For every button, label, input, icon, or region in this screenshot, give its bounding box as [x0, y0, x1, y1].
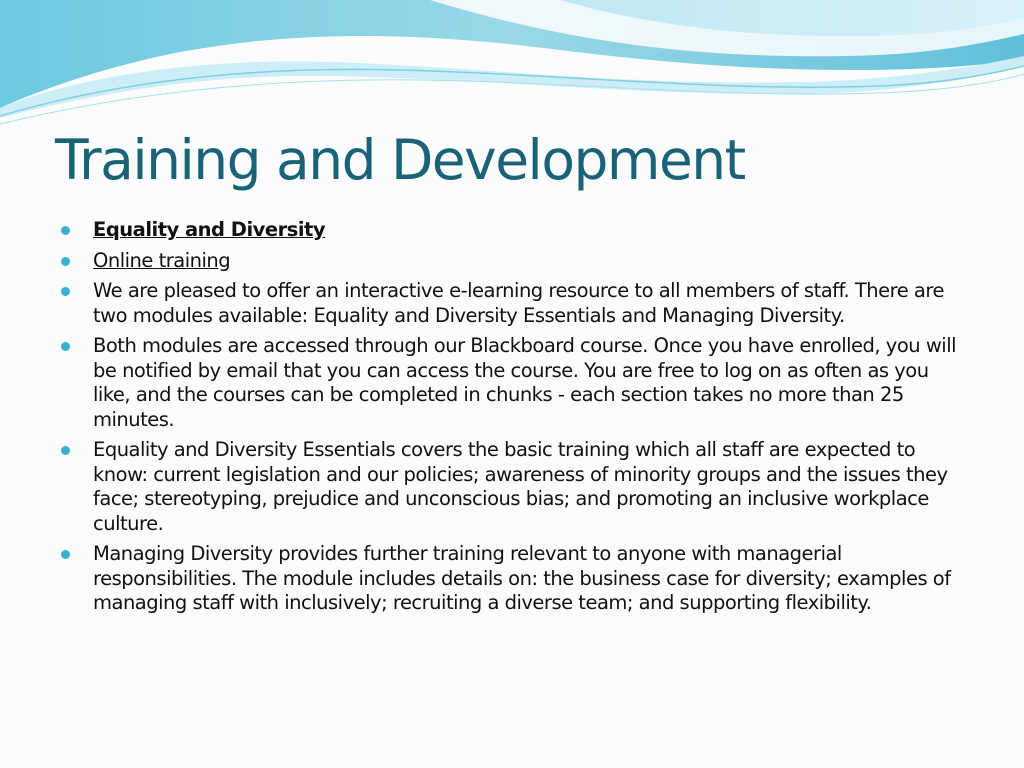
header-wave-decoration [0, 0, 1024, 130]
bullet-item [60, 334, 960, 432]
slide-title: Training and Development [55, 128, 745, 192]
bullet-item [60, 279, 960, 328]
bullet-dot-icon [61, 342, 70, 351]
bullet-dot-icon [61, 226, 70, 235]
bullet-item [60, 542, 960, 616]
bullet-dot-icon [61, 257, 70, 266]
bullet-text: Managing Diversity provides further training relevant to anyone with managerial responsibilities. The module includes details on: the business case for diversity; examples of managing staff with inclusively; recruiting a diverse team; and supporting flexibility. [93, 542, 951, 614]
bullet-item [60, 218, 960, 243]
bullet-item [60, 438, 960, 536]
bullet-heading: Equality and Diversity [93, 218, 326, 241]
bullet-text: Equality and Diversity Essentials covers the basic training which all staff are expected to know: current legislation and our policies; awareness of minority groups and the issues they face; stereotyping, prejudice and unconscious bias; and promoting an inclusive workplace culture. [93, 438, 948, 535]
online-training-link[interactable]: Online training [93, 248, 231, 272]
bullet-item [60, 249, 960, 274]
bullet-text: We are pleased to offer an interactive e-learning resource to all members of staff. There are two modules available: Equality and Diversity Essentials and Managing Diversity. [93, 279, 944, 327]
bullet-text: Both modules are accessed through our Blackboard course. Once you have enrolled, you will be notified by email that you can access the course. You are free to log on as often as you like, and the courses can be completed in chunks - each section takes no more than 25 minutes. [93, 334, 957, 431]
bullet-dot-icon [61, 446, 70, 455]
bullet-dot-icon [61, 550, 70, 559]
bullet-list [60, 218, 960, 622]
bullet-dot-icon [61, 287, 70, 296]
